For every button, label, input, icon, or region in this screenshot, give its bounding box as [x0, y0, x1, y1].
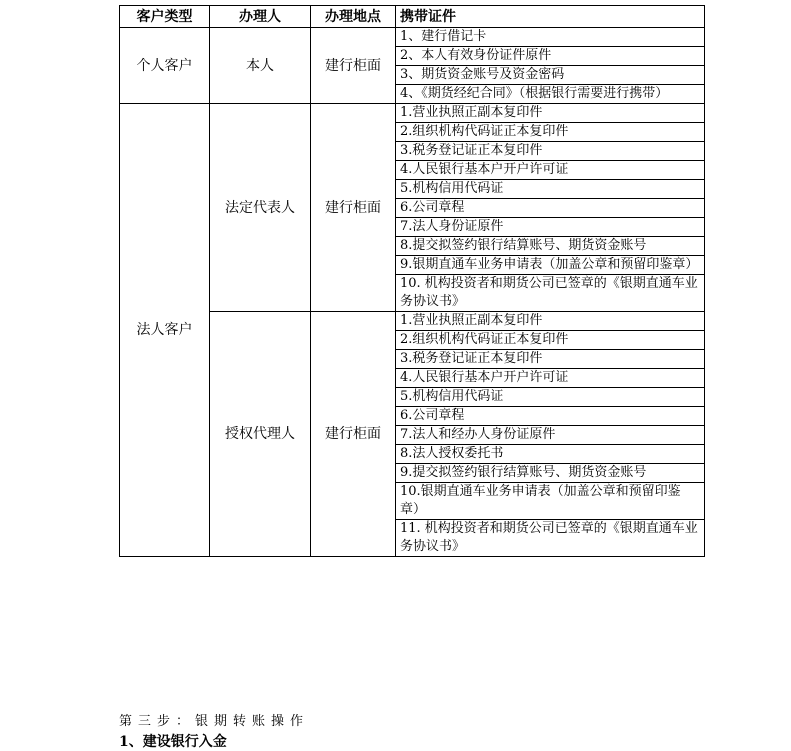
document-item: 9.提交拟签约银行结算账号、期货资金账号 [396, 464, 705, 483]
document-item: 8.法人授权委托书 [396, 445, 705, 464]
document-item: 10. 机构投资者和期货公司已签章的《银期直通车业务协议书》 [396, 275, 705, 312]
header-customer-type: 客户类型 [120, 6, 210, 28]
document-item: 7.法人身份证原件 [396, 218, 705, 237]
step-heading: 第三步：银期转账操作 [119, 714, 310, 729]
document-item: 8.提交拟签约银行结算账号、期货资金账号 [396, 237, 705, 256]
document-item: 11. 机构投资者和期货公司已签章的《银期直通车业务协议书》 [396, 520, 705, 557]
document-item: 1、建行借记卡 [396, 28, 705, 47]
document-item: 3、期货资金账号及资金密码 [396, 66, 705, 85]
document-item: 6.公司章程 [396, 407, 705, 426]
document-item: 4.人民银行基本户开户许可证 [396, 161, 705, 180]
document-item: 6.公司章程 [396, 199, 705, 218]
customer-type-cell: 个人客户 [120, 28, 210, 104]
location-cell: 建行柜面 [311, 104, 396, 312]
document-item: 2、本人有效身份证件原件 [396, 47, 705, 66]
document-item: 2.组织机构代码证正本复印件 [396, 331, 705, 350]
header-handler: 办理人 [210, 6, 311, 28]
document-item: 2.组织机构代码证正本复印件 [396, 123, 705, 142]
document-item: 3.税务登记证正本复印件 [396, 350, 705, 369]
handler-cell: 本人 [210, 28, 311, 104]
table-header-row [120, 6, 705, 28]
document-item: 7.法人和经办人身份证原件 [396, 426, 705, 445]
header-location: 办理地点 [311, 6, 396, 28]
section-subheading: 1、建设银行入金 [119, 734, 227, 750]
document-item: 10.银期直通车业务申请表（加盖公章和预留印鉴章） [396, 483, 705, 520]
document-item: 5.机构信用代码证 [396, 180, 705, 199]
document-item: 4.人民银行基本户开户许可证 [396, 369, 705, 388]
documents-table [119, 5, 705, 557]
table-row [120, 104, 705, 123]
document-item: 1.营业执照正副本复印件 [396, 312, 705, 331]
header-documents: 携带证件 [396, 6, 705, 28]
document-item: 5.机构信用代码证 [396, 388, 705, 407]
location-cell: 建行柜面 [311, 312, 396, 557]
location-cell: 建行柜面 [311, 28, 396, 104]
table-body [120, 28, 705, 557]
handler-cell: 授权代理人 [210, 312, 311, 557]
document-item: 4、《期货经纪合同》（根据银行需要进行携带） [396, 85, 705, 104]
document-item: 9.银期直通车业务申请表（加盖公章和预留印鉴章） [396, 256, 705, 275]
document-item: 3.税务登记证正本复印件 [396, 142, 705, 161]
table-row [120, 28, 705, 47]
customer-type-cell: 法人客户 [120, 104, 210, 557]
document-item: 1.营业执照正副本复印件 [396, 104, 705, 123]
handler-cell: 法定代表人 [210, 104, 311, 312]
